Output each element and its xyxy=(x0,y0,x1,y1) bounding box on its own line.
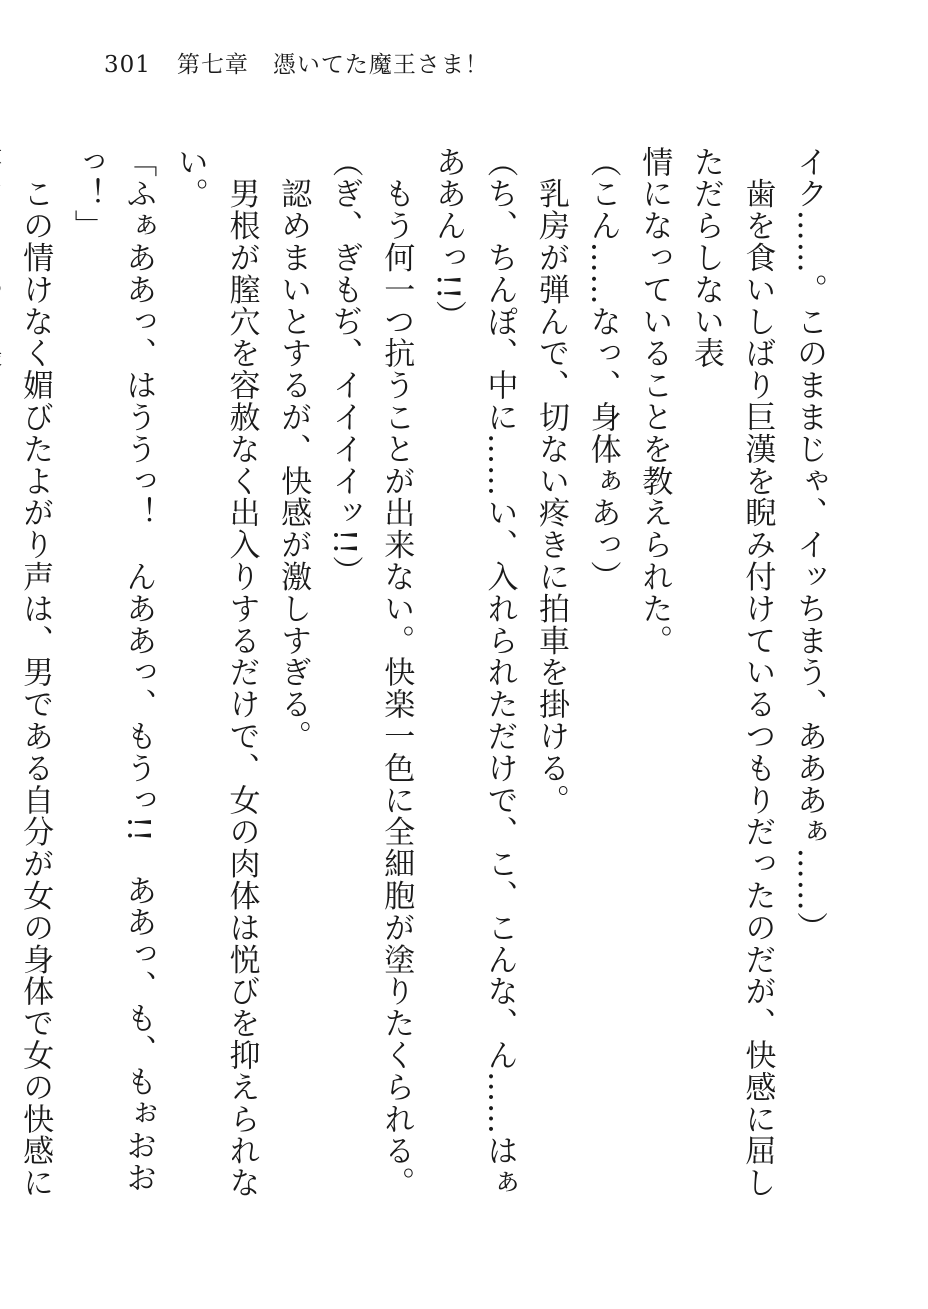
text-line: 認めまいとするが、快感が激しすぎる。 xyxy=(275,146,312,753)
page-number: 301 xyxy=(104,52,151,78)
text-line: イク……。このままじゃ、イッちまう、あああぁ……） xyxy=(791,146,827,944)
text-line: この情けなく媚びたよがり声は、男である自分が女の身体で女の快感に xyxy=(17,177,54,1199)
vertical-body-text xyxy=(17,146,834,1226)
running-header xyxy=(104,46,489,79)
text-line: （ぎ、ぎもぢ、イイイイッ!!） xyxy=(326,146,363,588)
text-line: （こん……なっ、身体ぁあっ） xyxy=(584,146,621,593)
text-line: もう何一つ抗うことが出来ない。快楽一色に全細胞が塗りたくられる。 xyxy=(378,146,415,1199)
text-line: （ち、ちんぽ、中に……い、入れられただけで、こ、こんな、ん……はぁああんっ!!） xyxy=(429,146,518,1199)
text-line: 歯を食いしばり巨漢を睨み付けているつもりだったのだが、快感に屈しただらしない表 xyxy=(687,146,776,1199)
text-line: 男根が膣穴を容赦なく出入りするだけで、女の肉体は悦びを抑えられない。 xyxy=(171,146,260,1199)
text-line: 乳房が弾んで、切ない疼きに拍車を掛ける。 xyxy=(533,146,570,816)
chapter-title: 第七章 憑いてた魔王さま！ xyxy=(176,52,489,78)
text-line: 情になっていることを教えられた。 xyxy=(636,146,673,657)
text-line: 「ふぁああっ、はううっ！ んああっ、もうっ!! ああっ、も、もぉおおっ！」 xyxy=(68,146,157,1194)
